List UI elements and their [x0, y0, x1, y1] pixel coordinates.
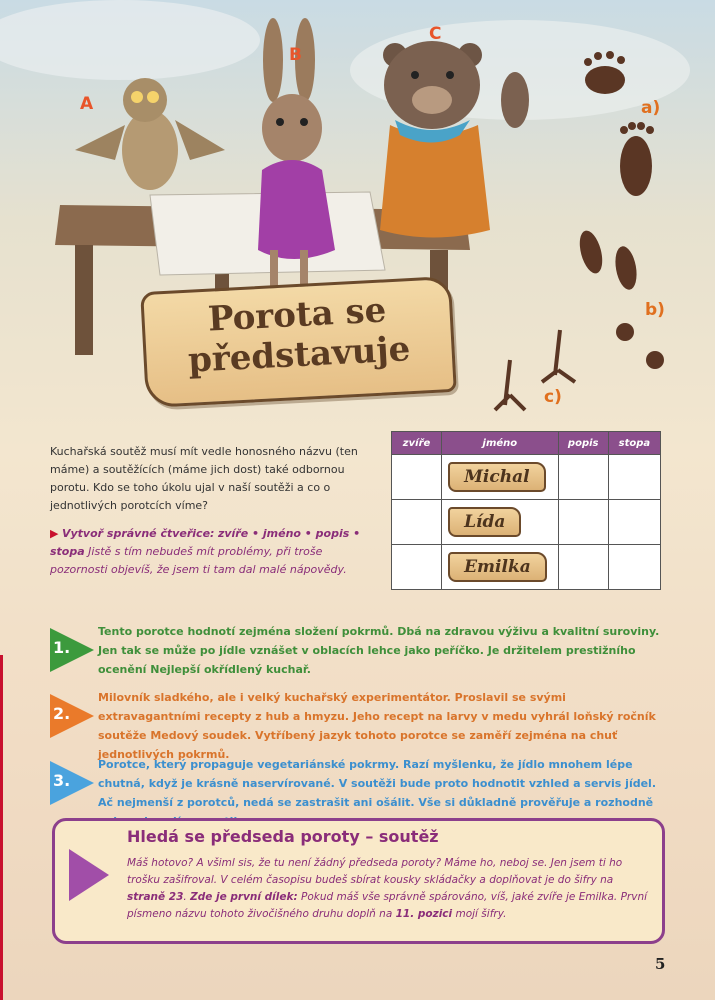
print-label-b: b) [645, 300, 665, 320]
col-header-zvire: zvíře [392, 432, 442, 455]
print-label-c: c) [544, 387, 562, 407]
label-b: B [289, 45, 302, 65]
name-tag: Emilka [448, 552, 547, 582]
task-rest: Jistě s tím nebudeš mít problémy, při troše pozornosti objevíš, že jsem ti tam dal malé nápovědy. [50, 545, 347, 576]
cell-popis[interactable] [558, 545, 608, 590]
number-badge-2: 2. [50, 694, 94, 738]
left-edge-strip [0, 655, 3, 1000]
col-header-popis: popis [558, 432, 608, 455]
task-lead: Vytvoř správné čtveřice: [61, 527, 215, 540]
name-tag: Michal [448, 462, 545, 492]
table-row [392, 455, 661, 500]
description-text-1: Tento porotce hodnotí zejména složení pokrmů. Dbá na zdravou výživu a kvalitní suroviny. Jen tak se může po jídle vznášet v oblacích lehce jako peříčko. Je držitelem prestižního ocenění Nejlepší okřídlený kuchař. [98, 625, 660, 676]
table-row [392, 545, 661, 590]
label-a: A [80, 94, 94, 114]
cell-stopa[interactable] [608, 545, 660, 590]
print-label-a: a) [641, 98, 661, 118]
cell-popis[interactable] [558, 455, 608, 500]
description-text-3: Porotce, který propaguje vegetariánské pokrmy. Razí myšlenku, že jídlo mnohem lépe chutná, když je krásně naservírované. V soutěži bude proto hodnotit vzhled a servis jídel. Ač nejmenší z porotců, nedá se zastrašit ani ošálit. Vše si důkladně prověřuje a rozhodně [98, 758, 656, 809]
cell-stopa[interactable] [608, 500, 660, 545]
intro-text: Kuchařská soutěž musí mít vedle honosného názvu (ten máme) a soutěžících (máme jich dost) také odbornou porotu. Kdo se toho úkolu ujal v naší soutěži a co o jednotlivých porotcích víme? [50, 445, 358, 512]
cell-stopa[interactable] [608, 455, 660, 500]
number-badge-1: 1. [50, 628, 94, 672]
cell-zvire[interactable] [392, 500, 442, 545]
matching-table [391, 431, 661, 590]
table-row [392, 500, 661, 545]
name-tag: Lída [448, 507, 521, 537]
title-sign [140, 276, 457, 408]
task-terms: zvíře • jméno • popis • stopa [50, 527, 361, 558]
label-c: C [429, 24, 442, 44]
cell-zvire[interactable] [392, 545, 442, 590]
title-line-2: představuje [187, 329, 412, 381]
contest-box [52, 818, 665, 944]
page-number: 5 [655, 955, 666, 973]
task-arrow-icon: ▶ [50, 527, 59, 540]
cell-popis[interactable] [558, 500, 608, 545]
description-text-2: Milovník sladkého, ale i velký kuchařský experimentátor. Proslavil se svými extravagantními recepty z hub a hmyzu. Jeho recept na larvy v medu vyhrál loňský ročník soutěže Medový soudek. Vytříbený jazyk tohoto porotce se zaměří zejména na chuť jednotlivých pokrmů. [98, 691, 656, 761]
title-line-1: Porota se [207, 290, 388, 340]
play-triangle-icon [69, 849, 109, 901]
number-badge-3: 3. [50, 761, 94, 805]
contest-text: Máš hotovo? A všiml sis, že tu není žádný předseda poroty? Máme ho, neboj se. Jen jsem ti ho trošku zašifroval. V celém časopisu budeš sbírat kousky skládačky a doplňovat je do šifry na straně 23. Zde je první dílek: Pokud máš vše správně spárováno, víš, jaké zvíře je Emilka. První písmeno názvu tohoto živočišného druhu doplň na 11. pozici mojí šifry. [127, 857, 648, 920]
contest-title: Hledá se předseda poroty – soutěž [127, 827, 439, 846]
col-header-jmeno: jméno [442, 432, 559, 455]
task-instructions [50, 525, 370, 579]
col-header-stopa: stopa [608, 432, 660, 455]
cell-zvire[interactable] [392, 455, 442, 500]
